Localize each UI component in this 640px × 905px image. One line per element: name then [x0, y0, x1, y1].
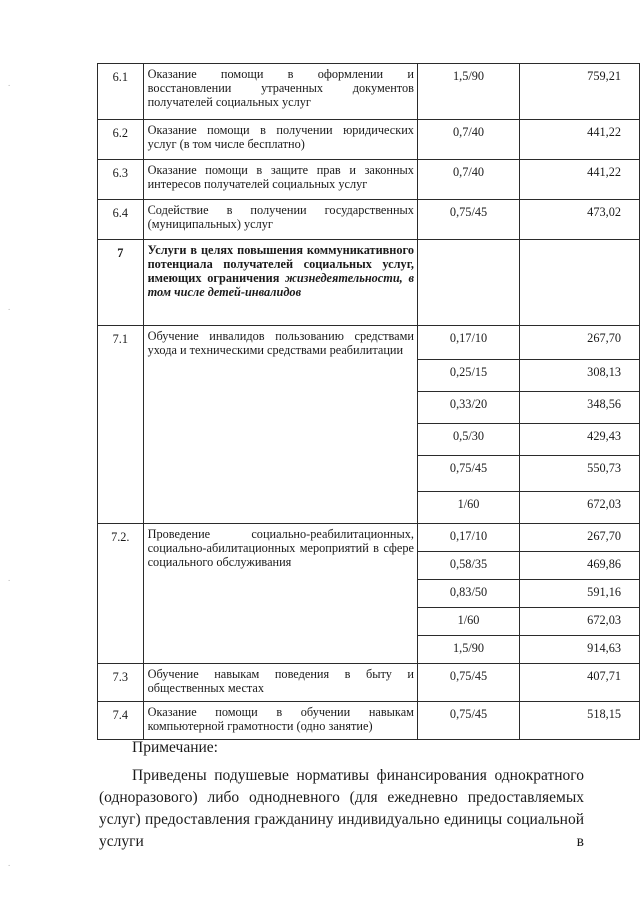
table-row	[98, 524, 640, 552]
price-value: 672,03	[520, 608, 640, 636]
price-value: 267,70	[520, 326, 640, 360]
time-ratio	[417, 240, 519, 326]
price-value: 759,21	[520, 64, 640, 120]
service-name: Содействие в получении государственных (муниципальных) услуг	[143, 200, 417, 240]
time-ratio: 0,7/40	[417, 120, 519, 160]
price-value	[520, 240, 640, 326]
time-ratio: 0,75/45	[417, 702, 519, 740]
price-value: 407,71	[520, 664, 640, 702]
time-ratio: 1/60	[417, 492, 519, 524]
price-value: 473,02	[520, 200, 640, 240]
row-number: 6.2	[98, 120, 144, 160]
price-value: 429,43	[520, 424, 640, 456]
note-text: Приведены подушевые нормативы финансирования однократного (одноразового) либо однодневного (для ежедневно предоставляемых услуг) предоставления гражданину индивидуально единицы социальной услуги в	[99, 767, 584, 850]
service-name: Проведение социально-реабилитационных, социально-абилитационных мероприятий в сфере социального обслуживания	[143, 524, 417, 664]
margin-dot: .	[8, 78, 11, 88]
service-name: Обучение инвалидов пользованию средствами ухода и техническими средствами реабилитации	[143, 326, 417, 524]
price-value: 441,22	[520, 120, 640, 160]
section-title-italic: жизнедеятельности, в том числе детей-инвалидов	[147, 271, 414, 299]
row-number: 6.3	[98, 160, 144, 200]
margin-dot: .	[8, 573, 11, 583]
table-row	[98, 240, 640, 326]
service-name: Оказание помощи в защите прав и законных интересов получателей социальных услуг	[143, 160, 417, 200]
time-ratio: 0,33/20	[417, 392, 519, 424]
time-ratio: 1/60	[417, 608, 519, 636]
time-ratio: 0,17/10	[417, 326, 519, 360]
price-value: 469,86	[520, 552, 640, 580]
price-value: 267,70	[520, 524, 640, 552]
section-title: Услуги в целях повышения коммуникативного потенциала получателей социальных услуг, имеющих ограничения	[147, 243, 414, 285]
time-ratio: 1,5/90	[417, 636, 519, 664]
row-number: 6.1	[98, 64, 144, 120]
service-name: Оказание помощи в обучении навыкам компьютерной грамотности (одно занятие)	[143, 702, 417, 740]
time-ratio: 0,75/45	[417, 456, 519, 492]
service-name: Обучение навыкам поведения в быту и общественных местах	[143, 664, 417, 702]
row-number: 7.3	[98, 664, 144, 702]
margin-dot: .	[8, 858, 11, 868]
table-row	[98, 326, 640, 360]
price-value: 308,13	[520, 360, 640, 392]
row-number: 7	[98, 240, 144, 326]
service-name: Оказание помощи в оформлении и восстановлении утраченных документов получателей социальных услуг	[143, 64, 417, 120]
row-number: 7.4	[98, 702, 144, 740]
price-value: 550,73	[520, 456, 640, 492]
service-name	[143, 240, 417, 326]
table-row	[98, 160, 640, 200]
time-ratio: 0,25/15	[417, 360, 519, 392]
table-row	[98, 200, 640, 240]
table-row	[98, 120, 640, 160]
time-ratio: 0,17/10	[417, 524, 519, 552]
time-ratio: 0,83/50	[417, 580, 519, 608]
price-value: 518,15	[520, 702, 640, 740]
table-row	[98, 64, 640, 120]
price-value: 591,16	[520, 580, 640, 608]
row-number: 7.2.	[98, 524, 144, 664]
time-ratio: 0,7/40	[417, 160, 519, 200]
time-ratio: 0,5/30	[417, 424, 519, 456]
margin-dot: .	[8, 302, 11, 312]
note-title: Примечание:	[132, 739, 218, 756]
price-value: 441,22	[520, 160, 640, 200]
price-value: 914,63	[520, 636, 640, 664]
price-value: 672,03	[520, 492, 640, 524]
time-ratio: 0,75/45	[417, 664, 519, 702]
table-row	[98, 702, 640, 740]
row-number: 6.4	[98, 200, 144, 240]
price-value: 348,56	[520, 392, 640, 424]
table-row	[98, 664, 640, 702]
time-ratio: 0,58/35	[417, 552, 519, 580]
row-number: 7.1	[98, 326, 144, 524]
service-name: Оказание помощи в получении юридических услуг (в том числе бесплатно)	[143, 120, 417, 160]
services-table	[97, 63, 640, 740]
time-ratio: 1,5/90	[417, 64, 519, 120]
time-ratio: 0,75/45	[417, 200, 519, 240]
